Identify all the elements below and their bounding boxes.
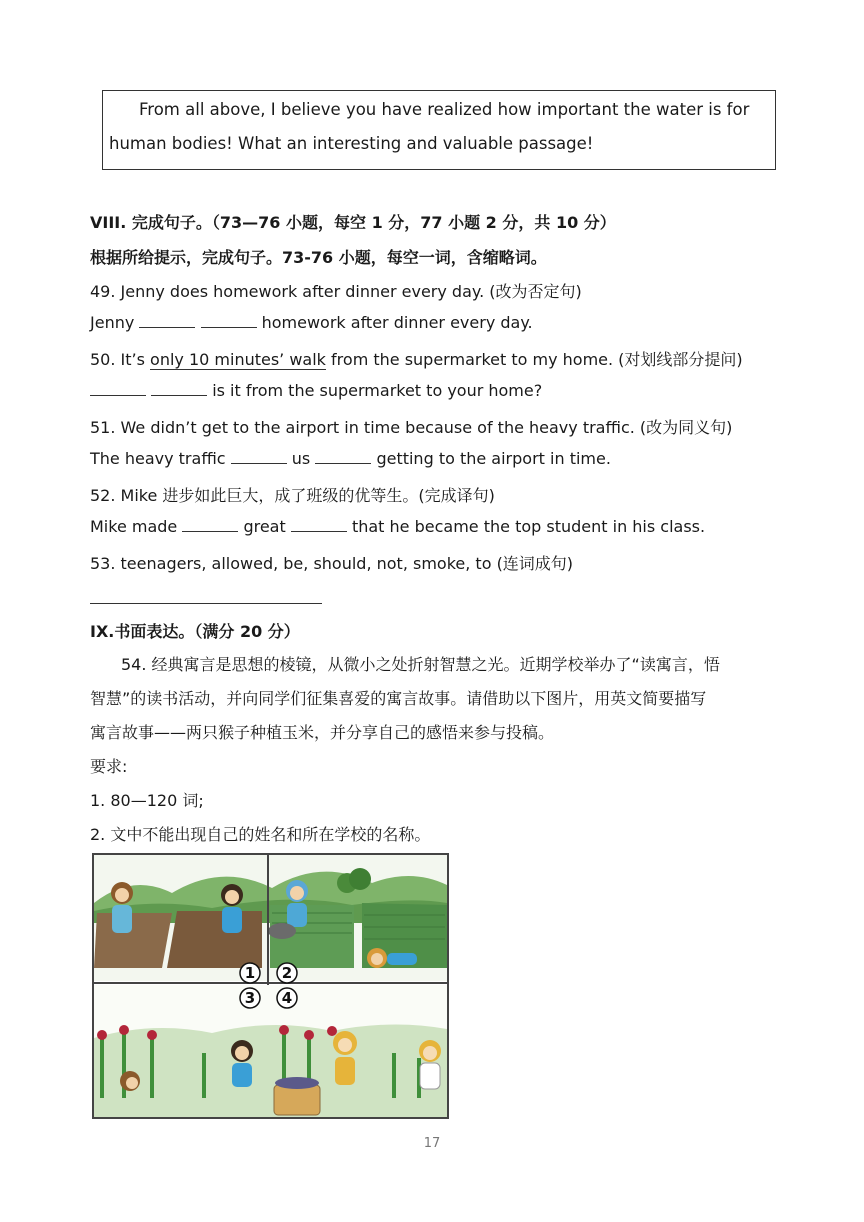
- blank-51-1[interactable]: [231, 449, 287, 464]
- question-51: 51. We didn’t get to the airport in time because of the heavy traffic. (改为同义句): [90, 418, 733, 437]
- panel-label-4: 4: [281, 989, 293, 1007]
- blank-49-2[interactable]: [201, 313, 257, 328]
- page-number: 17: [423, 1136, 441, 1151]
- answer-51: [90, 449, 611, 468]
- answer-52-middle: great: [243, 517, 286, 536]
- answer-50-suffix: is it from the supermarket to your home?: [212, 381, 543, 400]
- summary-line-2: human bodies! What an interesting and valuable passage!: [109, 134, 594, 153]
- question-52: 52. Mike 进步如此巨大，成了班级的优等生。(完成译句): [90, 486, 495, 505]
- panel-label-3: 3: [244, 989, 256, 1007]
- answer-52-prefix: Mike made: [90, 517, 178, 536]
- fable-illustration: [92, 853, 449, 1119]
- blank-52-2[interactable]: [291, 517, 347, 532]
- blank-49-1[interactable]: [139, 313, 195, 328]
- blank-51-2[interactable]: [315, 449, 371, 464]
- answer-51-prefix: The heavy traffic: [90, 449, 226, 468]
- question-49: 49. Jenny does homework after dinner every day. (改为否定句): [90, 282, 582, 301]
- blank-50-2[interactable]: [151, 381, 207, 396]
- answer-49-suffix: homework after dinner every day.: [261, 313, 533, 332]
- question-50-prefix: 50. It’s: [90, 350, 151, 369]
- answer-53-line[interactable]: [90, 603, 322, 604]
- requirements-label: 要求:: [90, 757, 128, 776]
- blank-52-1[interactable]: [182, 517, 238, 532]
- question-50: [90, 347, 743, 370]
- answer-52-suffix: that he became the top student in his class.: [351, 517, 706, 536]
- answer-50: [90, 381, 542, 400]
- panel-label-1: 1: [244, 964, 256, 982]
- summary-box: [102, 90, 776, 170]
- question-50-suffix: from the supermarket to my home. (对划线部分提问): [325, 350, 743, 369]
- requirement-1: 1. 80—120 词;: [90, 791, 204, 810]
- section9-paragraph-line-3: 寓言故事——两只猴子种植玉米，并分享自己的感悟来参与投稿。: [90, 723, 555, 742]
- answer-52: [90, 517, 705, 536]
- blank-50-1[interactable]: [90, 381, 146, 396]
- requirement-2: 2. 文中不能出现自己的姓名和所在学校的名称。: [90, 825, 431, 844]
- summary-line-1: From all above, I believe you have realized how important the water is for: [139, 100, 750, 119]
- panel-label-2: 2: [281, 964, 293, 982]
- question-50-underlined: only 10 minutes’ walk: [150, 350, 326, 369]
- question-53: 53. teenagers, allowed, be, should, not, smoke, to (连词成句): [90, 554, 574, 573]
- section9-heading: IX.书面表达。（满分 20 分）: [90, 622, 300, 641]
- section8-instruction: 根据所给提示，完成句子。73-76 小题，每空一词，含缩略词。: [90, 248, 547, 267]
- section8-heading: VIII. 完成句子。（73—76 小题，每空 1 分，77 小题 2 分，共 10 分）: [90, 213, 616, 232]
- answer-49-prefix: Jenny: [90, 313, 135, 332]
- answer-49: [90, 313, 533, 332]
- section9-paragraph-line-1: 54. 经典寓言是思想的棱镜，从微小之处折射智慧之光。近期学校举办了“读寓言，悟: [121, 655, 720, 674]
- answer-51-middle: us: [291, 449, 311, 468]
- answer-51-suffix: getting to the airport in time.: [376, 449, 611, 468]
- section9-paragraph-line-2: 智慧”的读书活动，并向同学们征集喜爱的寓言故事。请借助以下图片，用英文简要描写: [90, 689, 707, 708]
